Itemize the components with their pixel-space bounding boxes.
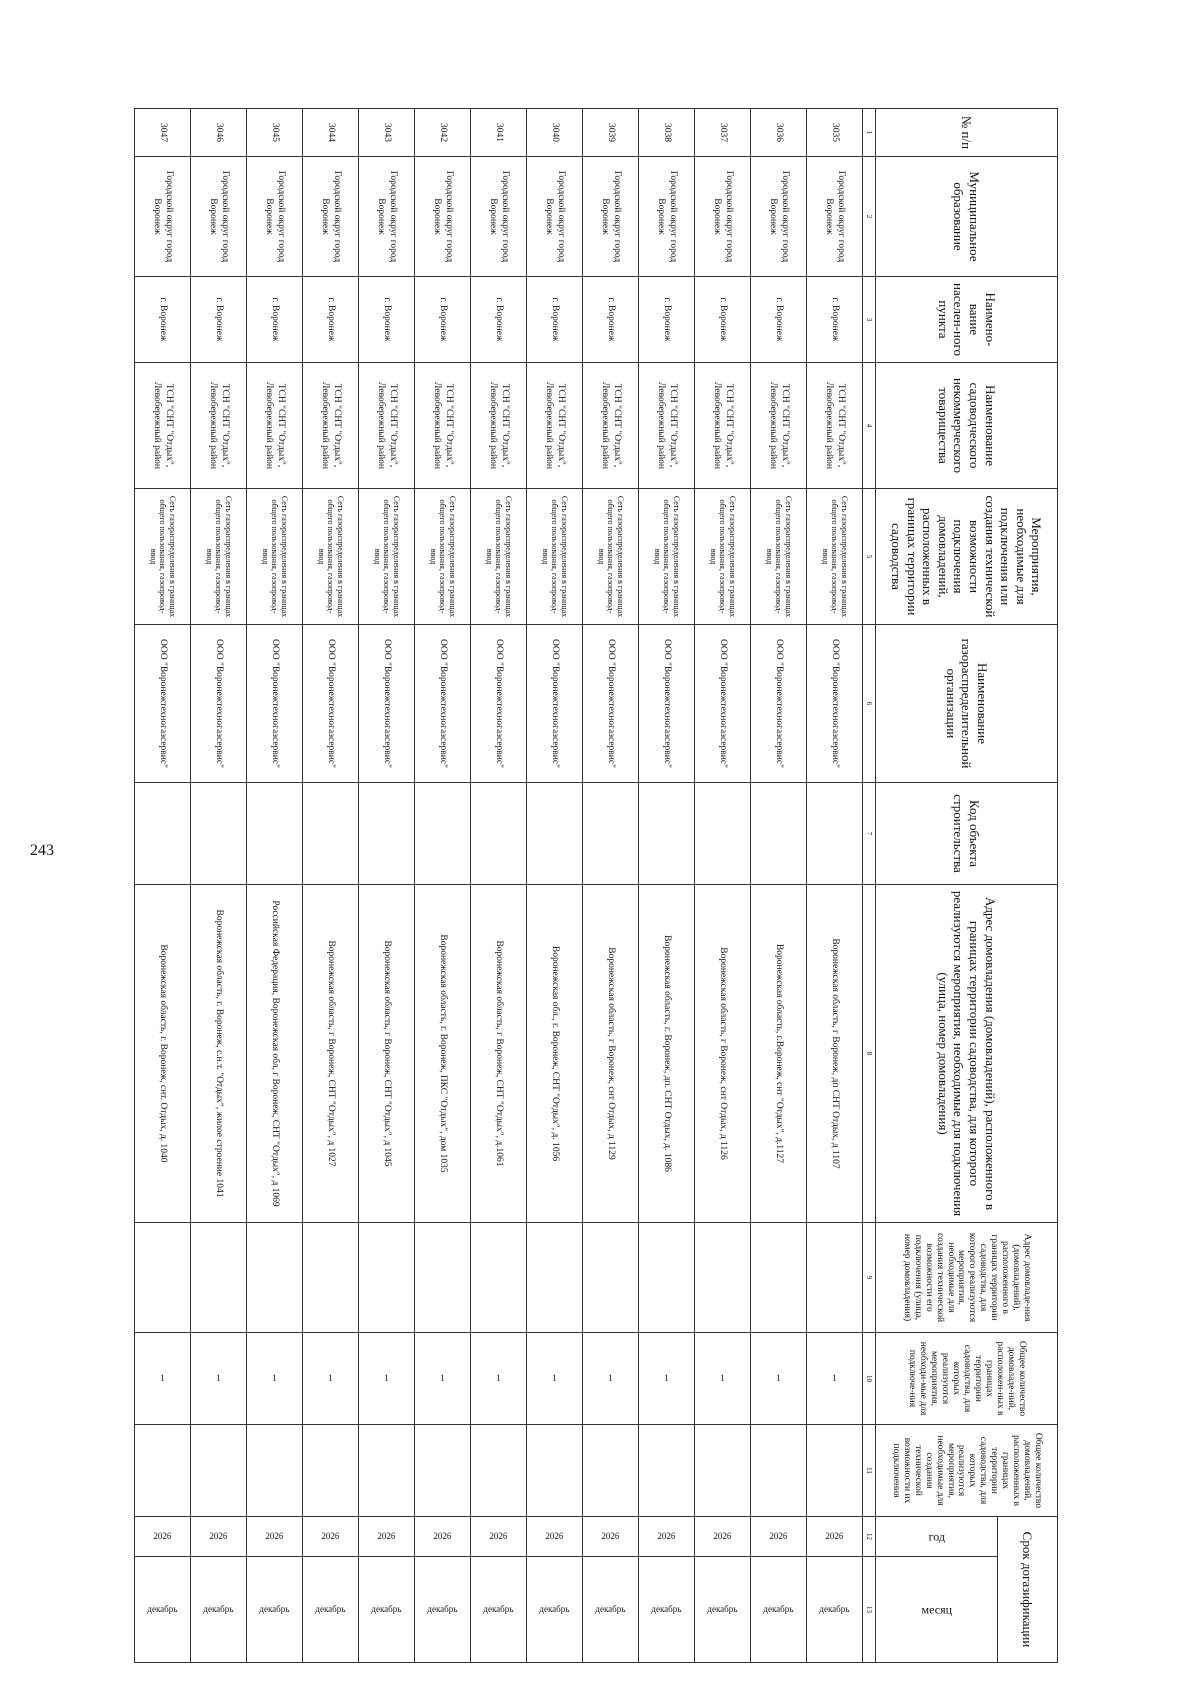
table-row [359,109,415,1663]
municipality-cell: Городской округ город Воронеж [303,157,359,277]
header-number: № п/п [876,109,1058,157]
year-value: 2026 [825,1530,844,1541]
table-row [303,109,359,1663]
table-row [751,109,807,1663]
header-count-capability: Общее количество домовладений, расположенных в границах территории садоводства, для которых реализуются мероприятия, необходимые для создания технической возможности их подключения [876,1425,1058,1517]
municipality-cell: Городской округ город Воронеж [639,157,695,277]
address-capability-cell [359,1223,415,1333]
header-municipality: Муниципальное образование [876,157,1058,277]
settlement-cell: г. Воронеж [359,277,415,363]
snt-cell: ТСН "СНТ "Отдых", Левобережный район [415,363,471,489]
table-row [415,109,471,1663]
table-row [695,109,751,1663]
year-value: 2026 [265,1530,284,1541]
column-number: 5 [863,489,876,625]
count-connection-cell [639,1333,695,1425]
month-value: декабрь [147,1603,178,1614]
count-connection-cell [359,1333,415,1425]
column-number: 1 [863,109,876,157]
snt-cell: ТСН "СНТ "Отдых", Левобережный район [639,363,695,489]
gas-organization-cell: ООО "Воронежтехногазсервис" [639,625,695,783]
year-cell [135,1517,191,1557]
settlement-cell: г. Воронеж [247,277,303,363]
gas-organization-cell: ООО "Воронежтехногазсервис" [527,625,583,783]
header-year [876,1517,998,1557]
object-code-cell [415,783,471,885]
table-row [527,109,583,1663]
snt-cell: ТСН "СНТ "Отдых", Левобережный район [583,363,639,489]
table-row [471,109,527,1663]
row-number: 3035 [807,109,863,157]
snt-cell: ТСН "СНТ "Отдых", Левобережный район [527,363,583,489]
address-cell: Воронежская область, г. Воронеж, ПКС "Отдых", дом 1035 [415,885,471,1223]
column-number: 11 [863,1425,876,1517]
address-capability-cell [247,1223,303,1333]
object-code-cell [583,783,639,885]
object-code-cell [695,783,751,885]
object-code-cell [807,783,863,885]
count-connection-value: 1 [552,1372,557,1383]
count-connection-value: 1 [776,1372,781,1383]
event-cell: Сеть газораспределения в границах общего пользования, газопровод-ввод [247,489,303,625]
count-capability-cell [583,1425,639,1517]
header-count-connection: Общее количество домовладе-ний, расположен-ных в границах территории садоводства, для которых реализуются мероприятия, необходи-мые для подключе-ния [876,1333,1058,1425]
month-value: декабрь [819,1603,850,1614]
row-number: 3042 [415,109,471,157]
address-cell: Воронежская область, г Воронеж, снт Отдых, д 1126 [695,885,751,1223]
month-cell [527,1557,583,1663]
count-connection-value: 1 [384,1372,389,1383]
snt-cell: ТСН "СНТ "Отдых", Левобережный район [807,363,863,489]
settlement-cell: г. Воронеж [639,277,695,363]
header-object-code: Код объекта строительства [876,783,1058,885]
object-code-cell [359,783,415,885]
municipality-cell: Городской округ город Воронеж [807,157,863,277]
municipality-cell: Городской округ город Воронеж [191,157,247,277]
address-capability-cell [639,1223,695,1333]
year-cell [639,1517,695,1557]
row-number: 3044 [303,109,359,157]
count-connection-cell [695,1333,751,1425]
event-cell: Сеть газораспределения в границах общего пользования, газопровод-ввод [471,489,527,625]
gas-organization-cell: ООО "Воронежтехногазсервис" [751,625,807,783]
address-capability-cell [695,1223,751,1333]
count-capability-cell [135,1425,191,1517]
municipality-cell: Городской округ город Воронеж [583,157,639,277]
event-cell: Сеть газораспределения в границах общего пользования, газопровод-ввод [303,489,359,625]
count-connection-value: 1 [440,1372,445,1383]
table-row [639,109,695,1663]
count-capability-cell [751,1425,807,1517]
address-capability-cell [583,1223,639,1333]
gas-organization-cell: ООО "Воронежтехногазсервис" [135,625,191,783]
object-code-cell [639,783,695,885]
year-value: 2026 [489,1530,508,1541]
column-number: 13 [863,1557,876,1663]
year-value: 2026 [545,1530,564,1541]
settlement-cell: г. Воронеж [583,277,639,363]
event-cell: Сеть газораспределения в границах общего пользования, газопровод-ввод [527,489,583,625]
gas-organization-cell: ООО "Воронежтехногазсервис" [471,625,527,783]
column-number: 7 [863,783,876,885]
event-cell: Сеть газораспределения в границах общего пользования, газопровод-ввод [135,489,191,625]
year-cell [303,1517,359,1557]
settlement-cell: г. Воронеж [527,277,583,363]
month-cell [359,1557,415,1663]
row-number: 3045 [247,109,303,157]
gas-organization-cell: ООО "Воронежтехногазсервис" [303,625,359,783]
object-code-cell [191,783,247,885]
gasification-table [134,108,1058,1663]
event-cell: Сеть газораспределения в границах общего пользования, газопровод-ввод [751,489,807,625]
address-capability-cell [191,1223,247,1333]
month-cell [135,1557,191,1663]
municipality-cell: Городской округ город Воронеж [471,157,527,277]
year-cell [751,1517,807,1557]
header-month-label: месяц [921,1602,952,1617]
column-number: 3 [863,277,876,363]
gas-organization-cell: ООО "Воронежтехногазсервис" [191,625,247,783]
count-connection-cell [303,1333,359,1425]
year-value: 2026 [769,1530,788,1541]
count-connection-value: 1 [832,1372,837,1383]
event-cell: Сеть газораспределения в границах общего пользования, газопровод-ввод [639,489,695,625]
address-capability-cell [807,1223,863,1333]
municipality-cell: Городской округ город Воронеж [751,157,807,277]
count-connection-value: 1 [160,1372,165,1383]
table-row [807,109,863,1663]
address-cell: Российская Федерация, Воронежская обл, г Воронеж, СНТ "Отдых", д 1069 [247,885,303,1223]
municipality-cell: Городской округ город Воронеж [527,157,583,277]
table-row [247,109,303,1663]
page-number: 243 [30,842,54,859]
year-cell [527,1517,583,1557]
snt-cell: ТСН "СНТ "Отдых", Левобережный район [247,363,303,489]
rotated-page [72,108,1058,1662]
count-connection-value: 1 [272,1372,277,1383]
count-connection-cell [751,1333,807,1425]
count-capability-cell [191,1425,247,1517]
gas-organization-cell: ООО "Воронежтехногазсервис" [583,625,639,783]
municipality-cell: Городской округ город Воронеж [695,157,751,277]
column-number: 9 [863,1223,876,1333]
settlement-cell: г. Воронеж [303,277,359,363]
header-address-connection: Адрес домовладения (домовладений), расположенного в границах территории садоводства, для которого реализуются мероприятия, необходимые для подключения (улица, номер домовладения) [876,885,1058,1223]
month-cell [415,1557,471,1663]
header-gas-organization: Наименование газораспределительной организации [876,625,1058,783]
row-number: 3038 [639,109,695,157]
address-cell: Воронежская область, г. Воронеж, снт. Отдых, д. 1040 [135,885,191,1223]
month-value: декабрь [651,1603,682,1614]
address-cell: Воронежская область, г Воронеж, СНТ "Отдых", д 1027 [303,885,359,1223]
row-number: 3047 [135,109,191,157]
gas-organization-cell: ООО "Воронежтехногазсервис" [415,625,471,783]
address-cell: Воронежская область, г Воронеж, СНТ "Отдых", д.1061 [471,885,527,1223]
row-number: 3037 [695,109,751,157]
month-value: декабрь [483,1603,514,1614]
settlement-cell: г. Воронеж [191,277,247,363]
address-cell: Воронежская область, г Воронеж, снт Отдых, д 1129 [583,885,639,1223]
snt-cell: ТСН "СНТ "Отдых", Левобережный район [751,363,807,489]
month-cell [191,1557,247,1663]
header-snt: Наименование садоводческого некоммерческого товарищества [876,363,1058,489]
year-cell [247,1517,303,1557]
header-deadline: Срок догазификации [998,1517,1058,1663]
count-capability-cell [247,1425,303,1517]
snt-cell: ТСН "СНТ "Отдых", Левобережный район [303,363,359,489]
count-capability-cell [415,1425,471,1517]
year-value: 2026 [713,1530,732,1541]
object-code-cell [135,783,191,885]
municipality-cell: Городской округ город Воронеж [247,157,303,277]
year-value: 2026 [601,1530,620,1541]
month-cell [247,1557,303,1663]
year-value: 2026 [433,1530,452,1541]
address-capability-cell [527,1223,583,1333]
event-cell: Сеть газораспределения в границах общего пользования, газопровод-ввод [191,489,247,625]
event-cell: Сеть газораспределения в границах общего пользования, газопровод-ввод [583,489,639,625]
month-cell [471,1557,527,1663]
month-cell [751,1557,807,1663]
count-connection-value: 1 [216,1372,221,1383]
event-cell: Сеть газораспределения в границах общего пользования, газопровод-ввод [807,489,863,625]
month-value: декабрь [595,1603,626,1614]
row-number: 3036 [751,109,807,157]
municipality-cell: Городской округ город Воронеж [415,157,471,277]
snt-cell: ТСН "СНТ "Отдых", Левобережный район [359,363,415,489]
count-capability-cell [471,1425,527,1517]
column-number: 8 [863,885,876,1223]
header-month [876,1557,998,1663]
count-capability-cell [695,1425,751,1517]
month-cell [807,1557,863,1663]
address-capability-cell [751,1223,807,1333]
header-events: Мероприятия, необходимые для подключения или создания технической возможности подключения домовладений, расположенных в границах территории садоводства [876,489,1058,625]
count-connection-cell [583,1333,639,1425]
month-value: декабрь [427,1603,458,1614]
settlement-cell: г. Воронеж [135,277,191,363]
snt-cell: ТСН "СНТ "Отдых", Левобережный район [471,363,527,489]
month-value: декабрь [763,1603,794,1614]
month-value: декабрь [259,1603,290,1614]
settlement-cell: г. Воронеж [807,277,863,363]
header-year-label: год [928,1529,945,1544]
row-number: 3046 [191,109,247,157]
address-cell: Воронежская область, г Воронеж, СНТ "Отдых", д 1045 [359,885,415,1223]
month-cell [639,1557,695,1663]
count-capability-cell [303,1425,359,1517]
snt-cell: ТСН "СНТ "Отдых", Левобережный район [191,363,247,489]
address-capability-cell [471,1223,527,1333]
year-cell [695,1517,751,1557]
event-cell: Сеть газораспределения в границах общего пользования, газопровод-ввод [359,489,415,625]
count-connection-cell [191,1333,247,1425]
year-cell [191,1517,247,1557]
address-cell: Воронежская область, г Воронеж, дп СНТ Отдых, д 1107 [807,885,863,1223]
month-value: декабрь [315,1603,346,1614]
month-cell [583,1557,639,1663]
count-connection-value: 1 [720,1372,725,1383]
object-code-cell [751,783,807,885]
year-cell [415,1517,471,1557]
settlement-cell: г. Воронеж [471,277,527,363]
count-connection-cell [471,1333,527,1425]
month-value: декабрь [371,1603,402,1614]
header-address-capability: Адрес домовладе-ния (домовладений), расположенного в границах территории садоводства, для которого реализуются мероприятия, необходимые для создания технической возможности его подключения (улица, номер домовладения) [876,1223,1058,1333]
year-value: 2026 [209,1530,228,1541]
month-value: декабрь [707,1603,738,1614]
object-code-cell [303,783,359,885]
count-capability-cell [807,1425,863,1517]
year-value: 2026 [153,1530,172,1541]
address-cell: Воронежская область, г.Воронеж, снт "Отдых", д.1127 [751,885,807,1223]
table-row [583,109,639,1663]
column-number: 4 [863,363,876,489]
month-value: декабрь [203,1603,234,1614]
year-value: 2026 [657,1530,676,1541]
address-capability-cell [135,1223,191,1333]
count-capability-cell [639,1425,695,1517]
object-code-cell [247,783,303,885]
year-value: 2026 [321,1530,340,1541]
count-capability-cell [359,1425,415,1517]
year-cell [471,1517,527,1557]
object-code-cell [527,783,583,885]
column-number: 2 [863,157,876,277]
row-number: 3043 [359,109,415,157]
column-number: 10 [863,1333,876,1425]
table-row [191,109,247,1663]
address-capability-cell [415,1223,471,1333]
count-capability-cell [527,1425,583,1517]
month-cell [303,1557,359,1663]
row-number: 3040 [527,109,583,157]
count-connection-value: 1 [328,1372,333,1383]
year-cell [359,1517,415,1557]
count-connection-value: 1 [496,1372,501,1383]
year-cell [583,1517,639,1557]
column-numbers-row [863,109,876,1663]
year-value: 2026 [377,1530,396,1541]
settlement-cell: г. Воронеж [695,277,751,363]
count-connection-cell [247,1333,303,1425]
table-body [135,109,863,1663]
gas-organization-cell: ООО "Воронежтехногазсервис" [247,625,303,783]
count-connection-cell [135,1333,191,1425]
count-connection-cell [527,1333,583,1425]
address-capability-cell [303,1223,359,1333]
count-connection-value: 1 [664,1372,669,1383]
year-cell [807,1517,863,1557]
address-cell: Воронежская область, г. Воронеж, с.н.т. "Отдых", жилое строение 1041 [191,885,247,1223]
column-number: 12 [863,1517,876,1557]
event-cell: Сеть газораспределения в границах общего пользования, газопровод-ввод [695,489,751,625]
snt-cell: ТСН "СНТ "Отдых", Левобережный район [135,363,191,489]
count-connection-value: 1 [608,1372,613,1383]
gas-organization-cell: ООО "Воронежтехногазсервис" [695,625,751,783]
settlement-cell: г. Воронеж [751,277,807,363]
header-settlement: Наимено-вание населен-ного пункта [876,277,1058,363]
row-number: 3039 [583,109,639,157]
month-value: декабрь [539,1603,570,1614]
table-row [135,109,191,1663]
gas-organization-cell: ООО "Воронежтехногазсервис" [359,625,415,783]
month-cell [695,1557,751,1663]
municipality-cell: Городской округ город Воронеж [135,157,191,277]
gas-organization-cell: ООО "Воронежтехногазсервис" [807,625,863,783]
municipality-cell: Городской округ город Воронеж [359,157,415,277]
address-cell: Воронежская область, г. Воронеж, дп. СНТ Отдых, д. 1086 [639,885,695,1223]
column-number: 6 [863,625,876,783]
row-number: 3041 [471,109,527,157]
count-connection-cell [807,1333,863,1425]
event-cell: Сеть газораспределения в границах общего пользования, газопровод-ввод [415,489,471,625]
snt-cell: ТСН "СНТ "Отдых", Левобережный район [695,363,751,489]
count-connection-cell [415,1333,471,1425]
settlement-cell: г. Воронеж [415,277,471,363]
address-cell: Воронежская обл., г. Воронеж, СНТ "Отдых", д. 1056 [527,885,583,1223]
object-code-cell [471,783,527,885]
